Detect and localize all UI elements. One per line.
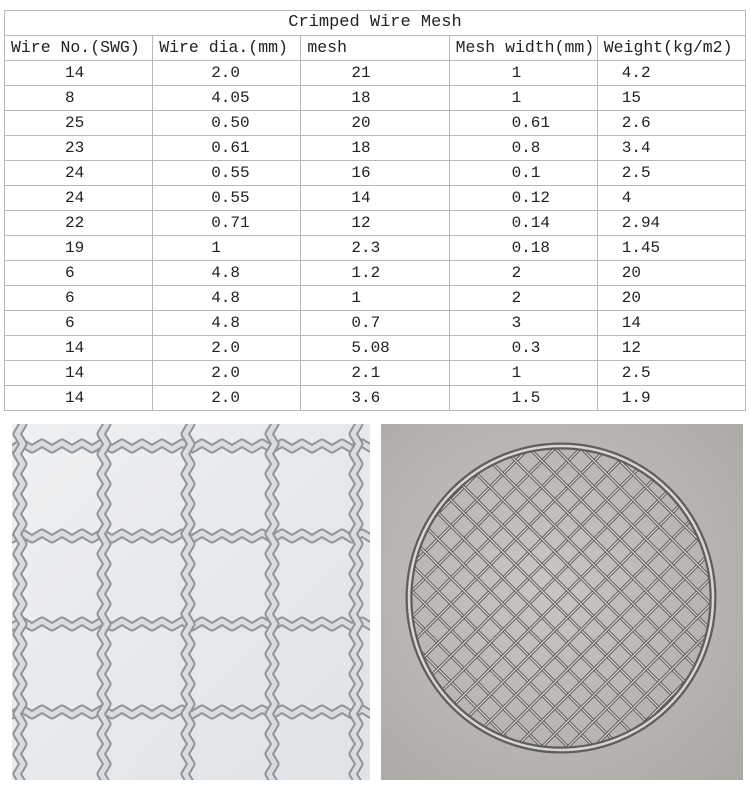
table-row	[5, 311, 746, 336]
mesh-cell: 21	[301, 61, 449, 86]
wire-dia-cell: 2.0	[153, 61, 301, 86]
mesh-width-cell: 0.14	[449, 211, 597, 236]
table-body	[5, 61, 746, 411]
mesh-width-cell: 2	[449, 286, 597, 311]
mesh-cell: 3.6	[301, 386, 449, 411]
mesh-width-cell: 0.18	[449, 236, 597, 261]
mesh-width-cell: 0.8	[449, 136, 597, 161]
weight-cell: 1.9	[597, 386, 745, 411]
wire-dia-cell: 1	[153, 236, 301, 261]
table-row	[5, 211, 746, 236]
mesh-width-cell: 1	[449, 61, 597, 86]
wire-dia-cell: 2.0	[153, 336, 301, 361]
mesh-width-cell: 1	[449, 361, 597, 386]
mesh-cell: 18	[301, 136, 449, 161]
mesh-width-cell: 2	[449, 261, 597, 286]
round-grill-photo	[381, 424, 743, 780]
mesh-cell: 16	[301, 161, 449, 186]
mesh-width-cell: 1	[449, 86, 597, 111]
mesh-width-cell: 0.1	[449, 161, 597, 186]
table-row	[5, 86, 746, 111]
wire-no-cell: 14	[5, 61, 153, 86]
weight-cell: 20	[597, 286, 745, 311]
weight-cell: 2.6	[597, 111, 745, 136]
wire-dia-cell: 4.05	[153, 86, 301, 111]
wire-no-cell: 6	[5, 261, 153, 286]
table-row	[5, 61, 746, 86]
mesh-cell: 12	[301, 211, 449, 236]
table-row	[5, 111, 746, 136]
wire-dia-cell: 0.71	[153, 211, 301, 236]
wire-no-cell: 25	[5, 111, 153, 136]
mesh-width-cell: 0.61	[449, 111, 597, 136]
wire-no-cell: 14	[5, 336, 153, 361]
crimped-mesh-photo	[12, 424, 370, 780]
wire-no-cell: 24	[5, 161, 153, 186]
wire-no-cell: 14	[5, 361, 153, 386]
header-wire-dia: Wire dia.(mm)	[153, 36, 301, 61]
wire-dia-cell: 4.8	[153, 286, 301, 311]
mesh-cell: 5.08	[301, 336, 449, 361]
mesh-cell: 20	[301, 111, 449, 136]
wire-no-cell: 19	[5, 236, 153, 261]
wire-dia-cell: 0.50	[153, 111, 301, 136]
weight-cell: 2.5	[597, 161, 745, 186]
table-row	[5, 186, 746, 211]
header-wire-no: Wire No.(SWG)	[5, 36, 153, 61]
header-mesh: mesh	[301, 36, 449, 61]
table-row	[5, 261, 746, 286]
mesh-width-cell: 0.3	[449, 336, 597, 361]
round-grill-illustration	[381, 424, 743, 780]
weight-cell: 20	[597, 261, 745, 286]
weight-cell: 12	[597, 336, 745, 361]
weight-cell: 14	[597, 311, 745, 336]
table-row	[5, 286, 746, 311]
wire-dia-cell: 0.55	[153, 161, 301, 186]
spec-table	[4, 10, 746, 411]
weight-cell: 2.5	[597, 361, 745, 386]
weight-cell: 4	[597, 186, 745, 211]
wire-no-cell: 8	[5, 86, 153, 111]
wire-no-cell: 22	[5, 211, 153, 236]
table-row	[5, 386, 746, 411]
wire-no-cell: 14	[5, 386, 153, 411]
table-row	[5, 136, 746, 161]
wire-no-cell: 6	[5, 311, 153, 336]
mesh-cell: 18	[301, 86, 449, 111]
table-row	[5, 336, 746, 361]
weight-cell: 4.2	[597, 61, 745, 86]
wire-dia-cell: 2.0	[153, 386, 301, 411]
wire-dia-cell: 4.8	[153, 311, 301, 336]
header-mesh-width: Mesh width(mm)	[449, 36, 597, 61]
table-row	[5, 161, 746, 186]
header-weight: Weight(kg/m2)	[597, 36, 745, 61]
wire-dia-cell: 0.55	[153, 186, 301, 211]
crimped-mesh-illustration	[12, 424, 370, 780]
table-row	[5, 361, 746, 386]
mesh-cell: 14	[301, 186, 449, 211]
wire-dia-cell: 0.61	[153, 136, 301, 161]
weight-cell: 15	[597, 86, 745, 111]
weight-cell: 1.45	[597, 236, 745, 261]
mesh-width-cell: 3	[449, 311, 597, 336]
mesh-cell: 0.7	[301, 311, 449, 336]
table-header-row	[5, 36, 746, 61]
weight-cell: 2.94	[597, 211, 745, 236]
wire-no-cell: 6	[5, 286, 153, 311]
mesh-width-cell: 0.12	[449, 186, 597, 211]
wire-no-cell: 23	[5, 136, 153, 161]
mesh-cell: 1.2	[301, 261, 449, 286]
mesh-cell: 2.3	[301, 236, 449, 261]
wire-dia-cell: 4.8	[153, 261, 301, 286]
mesh-cell: 1	[301, 286, 449, 311]
table-title: Crimped Wire Mesh	[5, 11, 746, 36]
mesh-width-cell: 1.5	[449, 386, 597, 411]
table-row	[5, 236, 746, 261]
mesh-cell: 2.1	[301, 361, 449, 386]
wire-dia-cell: 2.0	[153, 361, 301, 386]
weight-cell: 3.4	[597, 136, 745, 161]
wire-no-cell: 24	[5, 186, 153, 211]
